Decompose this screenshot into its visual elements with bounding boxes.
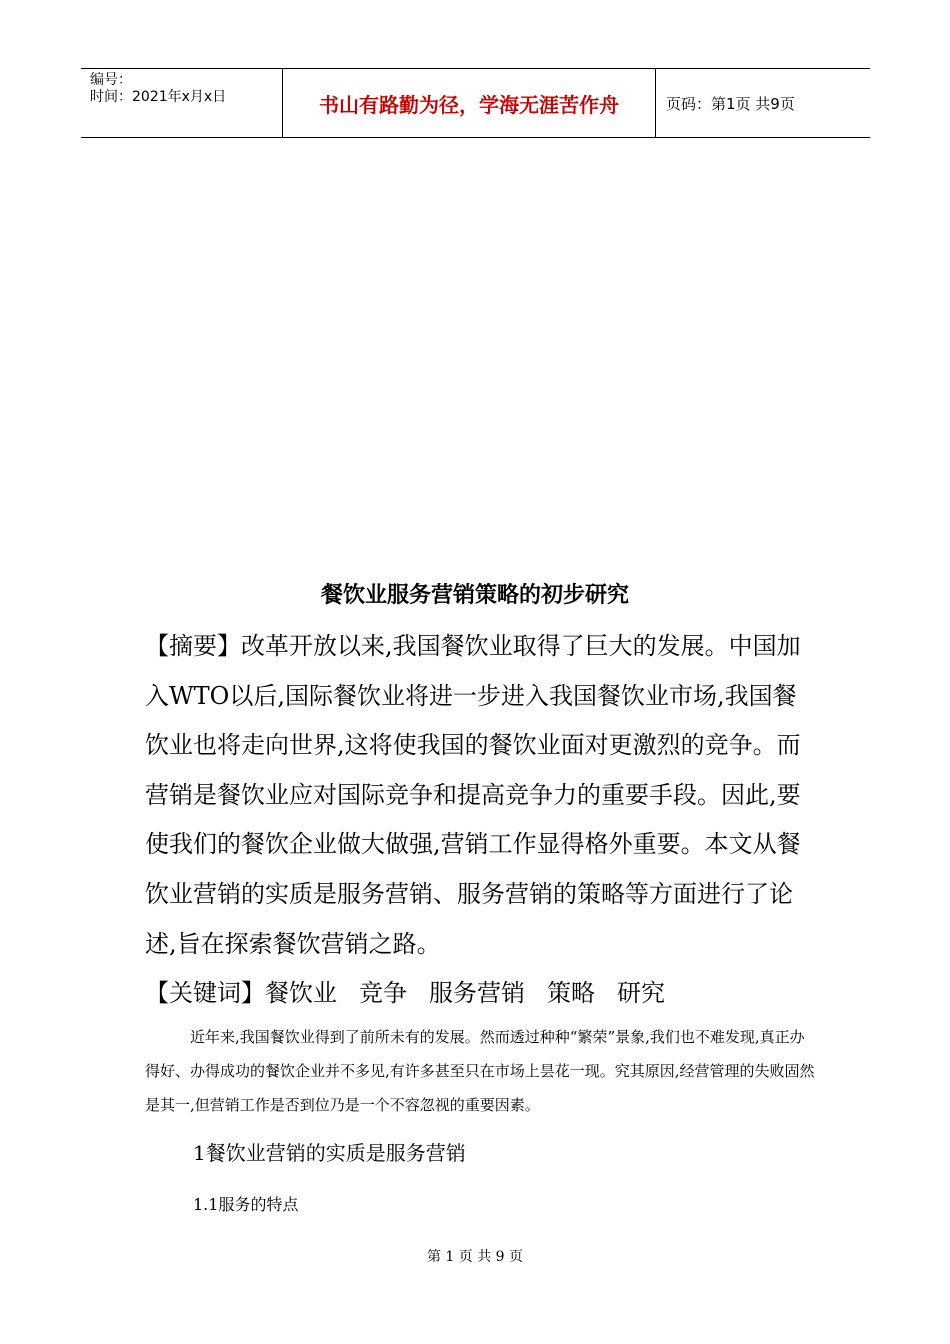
header-motto: 书山有路勤为径，学海无涯苦作舟 — [283, 69, 656, 137]
abstract-paragraph: 【摘要】改革开放以来,我国餐饮业取得了巨大的发展。中国加入WTO以后,国际餐饮业将进一步进入我国餐饮业市场,我国餐饮业也将走向世界,这将使我国的餐饮业面对更激烈的竞争。而营销是餐饮业应对国际竞争和提高竞争力的重要手段。因此,要使我们的餐饮企业做大做强,营销工作显得格外重要。本文从餐饮业营销的实质是服务营销、服务营销的策略等方面进行了论述,旨在探索餐饮营销之路。 — [145, 632, 801, 958]
subsection-heading: 1.1服务的特点 — [193, 1195, 299, 1214]
keyword: 竞争 — [359, 979, 407, 1007]
keyword: 策略 — [547, 979, 595, 1007]
document-title: 餐饮业服务营销策略的初步研究 — [320, 583, 629, 608]
keywords-line — [145, 973, 845, 1013]
keywords-label: 【关键词】 — [145, 979, 265, 1007]
time-label: 时间：2021年x月x日 — [90, 89, 227, 105]
page-footer: 第 1 页 共 9 页 — [426, 1249, 524, 1265]
header-table — [81, 68, 870, 138]
keyword: 服务营销 — [429, 979, 525, 1007]
number-label: 编号： — [90, 72, 132, 88]
intro-paragraph: 近年来,我国餐饮业得到了前所未有的发展。然而透过种种“繁荣”景象,我们也不难发现,真正办得好、办得成功的餐饮企业并不多见,有许多甚至只在市场上昙花一现。究其原因,经营管理的失败固然是其一,但营销工作是否到位乃是一个不容忽视的重要因素。 — [145, 1028, 815, 1114]
keyword: 餐饮业 — [265, 979, 337, 1007]
section-heading: 1餐饮业营销的实质是服务营销 — [193, 1141, 466, 1165]
header-meta — [81, 69, 283, 137]
header-page-info: 页码：第1页 共9页 — [666, 94, 795, 113]
keyword: 研究 — [617, 979, 665, 1007]
